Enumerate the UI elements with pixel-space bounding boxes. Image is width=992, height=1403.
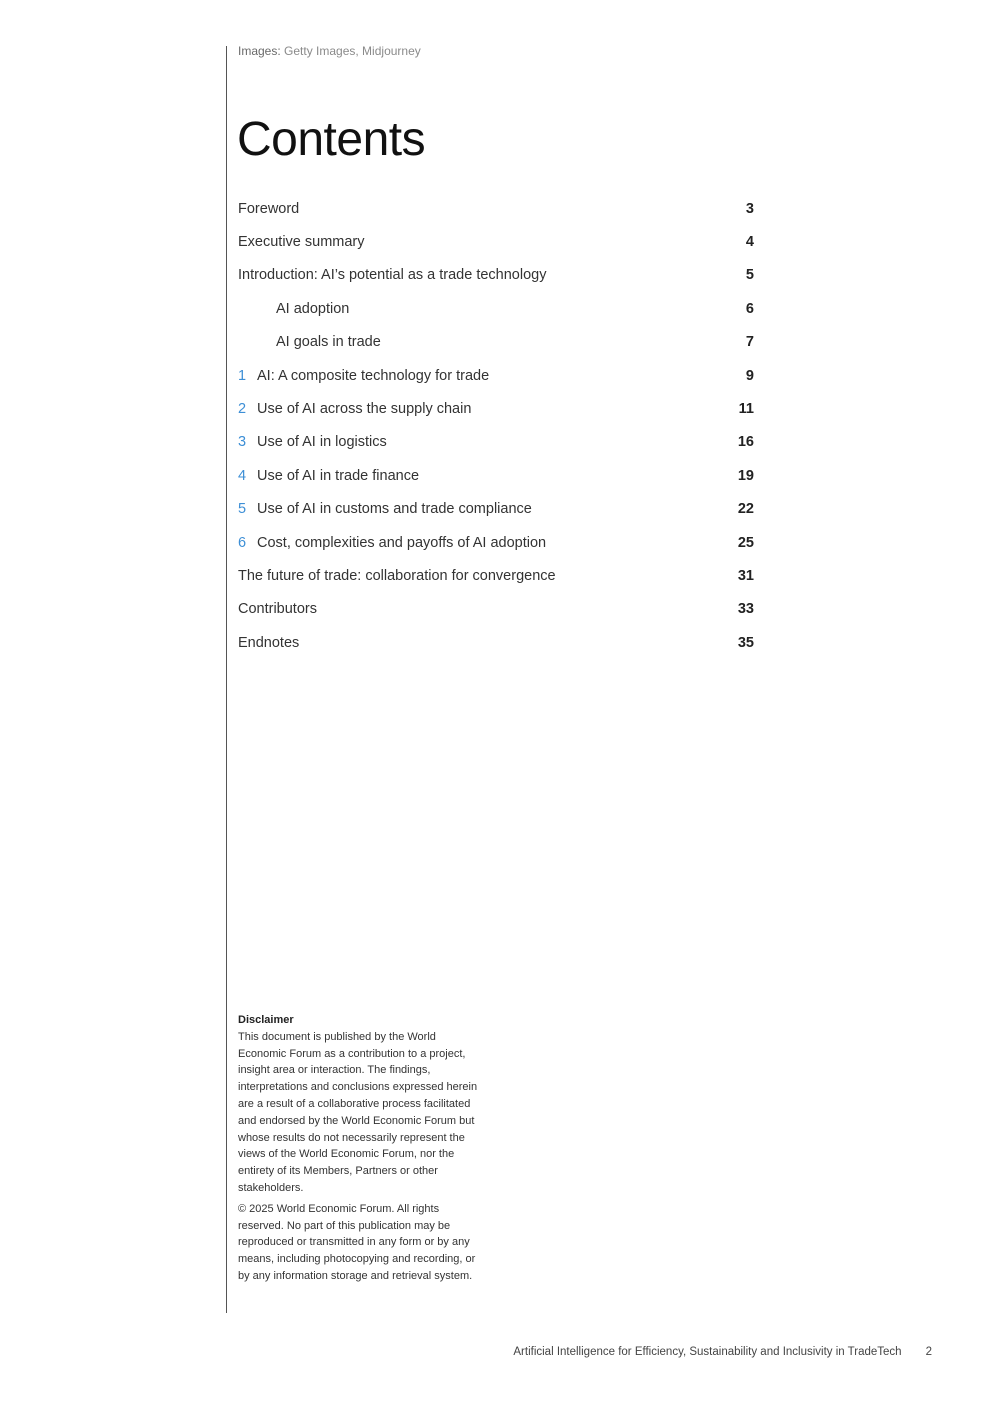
toc-entry-page: 33 bbox=[737, 601, 754, 618]
toc-entry-page: 25 bbox=[737, 534, 754, 551]
toc-entry[interactable] bbox=[238, 326, 754, 359]
toc-entry-title: Use of AI in customs and trade compliance bbox=[257, 501, 532, 518]
toc-entry[interactable] bbox=[238, 526, 754, 559]
toc-entry[interactable] bbox=[238, 593, 754, 626]
toc-entry-title: The future of trade: collaboration for convergence bbox=[238, 567, 556, 584]
footer-page-number: 2 bbox=[925, 1346, 932, 1358]
toc-entry[interactable] bbox=[238, 359, 754, 392]
toc-entry[interactable] bbox=[238, 493, 754, 526]
toc-entry-title: Introduction: AI’s potential as a trade technology bbox=[238, 267, 547, 284]
toc-entry-page: 4 bbox=[745, 234, 754, 251]
page-title: Contents bbox=[237, 113, 426, 166]
toc-entry[interactable] bbox=[238, 392, 754, 425]
toc-entry[interactable] bbox=[238, 225, 754, 258]
toc-entry-page: 6 bbox=[745, 300, 754, 317]
toc-entry-title: AI: A composite technology for trade bbox=[257, 367, 490, 384]
toc-entry-page: 11 bbox=[738, 401, 754, 418]
toc-entry-number: 3 bbox=[238, 434, 247, 451]
image-credits-text: Getty Images, Midjourney bbox=[284, 44, 421, 58]
toc-entry-title: Endnotes bbox=[238, 634, 300, 651]
toc-entry-page: 9 bbox=[745, 367, 754, 384]
toc-entry-number: 6 bbox=[238, 534, 247, 551]
footer-title: Artificial Intelligence for Efficiency, Sustainability and Inclusivity in TradeTech bbox=[513, 1346, 902, 1358]
image-credits-label: Images: bbox=[238, 44, 281, 58]
toc-entry[interactable] bbox=[238, 626, 754, 659]
toc-entry[interactable] bbox=[238, 292, 754, 325]
toc-entry[interactable] bbox=[238, 192, 754, 225]
toc-entry-title: Executive summary bbox=[238, 234, 365, 251]
toc-entry-number: 1 bbox=[238, 367, 247, 384]
toc-entry-page: 5 bbox=[745, 267, 754, 284]
disclaimer-heading: Disclaimer bbox=[238, 1014, 294, 1026]
toc-entry-page: 22 bbox=[737, 501, 754, 518]
table-of-contents bbox=[238, 192, 754, 659]
toc-entry-page: 35 bbox=[737, 634, 754, 651]
toc-entry-title: Foreword bbox=[238, 200, 300, 217]
toc-entry-page: 19 bbox=[737, 467, 754, 484]
toc-entry-title: Contributors bbox=[238, 601, 317, 618]
toc-entry-number: 2 bbox=[238, 401, 247, 418]
toc-entry-title: AI adoption bbox=[276, 300, 350, 317]
toc-entry-page: 7 bbox=[745, 334, 754, 351]
toc-entry[interactable] bbox=[238, 426, 754, 459]
toc-entry-title: AI goals in trade bbox=[276, 334, 381, 351]
toc-entry-title: Use of AI in logistics bbox=[257, 434, 387, 451]
toc-entry-title: Cost, complexities and payoffs of AI adoption bbox=[257, 534, 547, 551]
toc-entry-title: Use of AI in trade finance bbox=[257, 467, 420, 484]
page-footer bbox=[513, 1346, 932, 1358]
toc-entry[interactable] bbox=[238, 459, 754, 492]
toc-entry-page: 16 bbox=[737, 434, 754, 451]
disclaimer bbox=[238, 1012, 478, 1285]
toc-entry-title: Use of AI across the supply chain bbox=[257, 401, 472, 418]
toc-entry-page: 31 bbox=[737, 567, 754, 584]
toc-entry-page: 3 bbox=[745, 200, 754, 217]
toc-entry[interactable] bbox=[238, 259, 754, 292]
image-credits bbox=[238, 44, 421, 58]
toc-entry-number: 5 bbox=[238, 501, 247, 518]
toc-entry[interactable] bbox=[238, 559, 754, 592]
copyright-notice: © 2025 World Economic Forum. All rights reserved. No part of this publication may be reproduced or transmitted in any form or by any means, including photocopying and recording, or by any information storage and retrieval system. bbox=[238, 1202, 476, 1282]
disclaimer-body: This document is published by the World Economic Forum as a contribution to a project, insight area or interaction. The findings, interpretations and conclusions expressed herein are a result of a collaborative process facilitated and endorsed by the World Economic Forum but whose results do not necessarily represent the views of the World Economic Forum, nor the entirety of its Members, Partners or other stakeholders. bbox=[238, 1030, 478, 1194]
vertical-rule bbox=[226, 46, 227, 1313]
toc-entry-number: 4 bbox=[238, 467, 247, 484]
